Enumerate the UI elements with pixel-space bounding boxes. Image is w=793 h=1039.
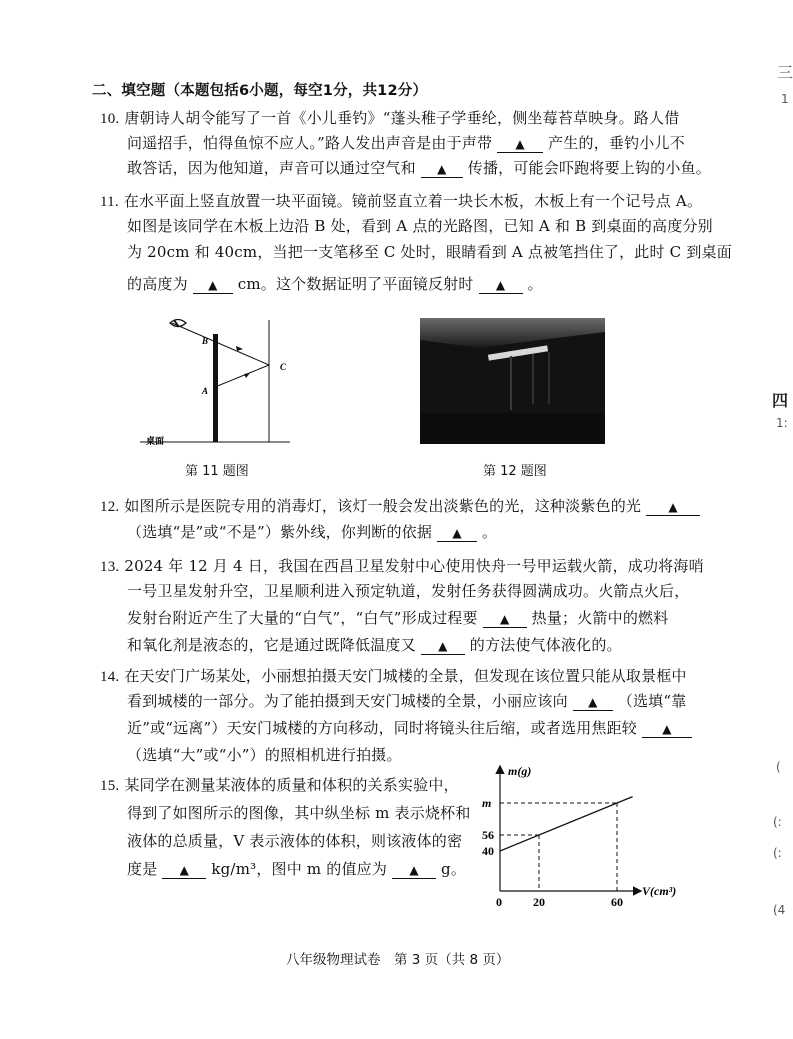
answer-mark-icon: ▲ (179, 863, 190, 877)
q10-line-3 (127, 157, 711, 178)
figure-11-diagram (140, 310, 300, 450)
edge-glyph: (4 (773, 903, 786, 917)
q13-blank-1[interactable] (483, 611, 527, 628)
q12-text-1: 如图所示是医院专用的消毒灯，该灯一般会发出淡紫色的光，这种淡紫色的光 (124, 497, 642, 515)
q11-blank-2[interactable] (479, 277, 523, 294)
q14-line-3 (127, 717, 692, 738)
answer-mark-icon: ▲ (662, 722, 672, 736)
q11-text-1: 在水平面上竖直放置一块平面镜。镜前竖直立着一块长木板，木板上有一个记号点 A。 (123, 192, 703, 210)
q13-text-3a: 发射台附近产生了大量的“白气”，“白气”形成过程要 (127, 609, 478, 627)
q14-line-2 (127, 690, 686, 711)
q12-line-1 (100, 495, 700, 516)
q15-text-1: 某同学在测量某液体的质量和体积的关系实验中， (124, 776, 459, 794)
q11-number: 11. (100, 194, 119, 210)
q14-text-3a: 近”或“远离”）天安门城楼的方向移动，同时将镜头往后缩，或者选用焦距较 (127, 719, 638, 737)
q14-text-2b: （选填“靠 (617, 692, 687, 710)
q14-text-2a: 看到城楼的一部分。为了能拍摄到天安门城楼的全景，小丽应该向 (127, 692, 568, 710)
q13-text-4a: 和氧化剂是液态的，它是通过既降低温度又 (127, 636, 416, 654)
q12-number: 12. (100, 499, 120, 515)
y-tick-label: 56 (482, 828, 494, 842)
edge-glyph: ( (776, 760, 781, 774)
reflected-ray (172, 323, 269, 365)
edge-glyph: 三 (777, 63, 793, 82)
q14-text-1: 在天安门广场某处，小丽想拍摄天安门城楼的全景，但发现在该位置只能从取景框中 (124, 667, 687, 685)
q15-text-4c: g。 (441, 860, 467, 878)
incident-ray (215, 365, 269, 387)
q10-text-3a: 敢答话，因为他知道，声音可以通过空气和 (127, 159, 416, 177)
q10-text-1: 唐朝诗人胡令能写了一首《小儿垂钓》“蓬头稚子学垂纶，侧坐莓苔草映身。路人借 (124, 109, 680, 127)
q10-blank-1[interactable] (497, 136, 543, 153)
q15-line-1 (100, 774, 459, 795)
q13-number: 13. (100, 559, 120, 575)
q14-blank-2[interactable] (642, 721, 692, 738)
y-axis-label: m(g) (508, 764, 532, 778)
q12-text-2a: （选填“是”或“不是”）紫外线，你判断的依据 (127, 523, 433, 541)
answer-mark-icon: ▲ (452, 526, 462, 540)
label-desk: 桌面 (146, 437, 165, 447)
q13-line-2: 一号卫星发射升空，卫星顺利进入预定轨道，发射任务获得圆满成功。火箭点火后， (127, 582, 690, 600)
q10-text-3b: 传播，可能会吓跑将要上钩的小鱼。 (467, 159, 711, 177)
x-axis-label: V(cm³) (642, 884, 677, 898)
label-b: B (202, 336, 209, 346)
q10-number: 10. (100, 111, 120, 127)
mass-volume-chart (470, 755, 710, 915)
q13-line-1 (100, 555, 704, 576)
answer-mark-icon: ▲ (495, 278, 506, 292)
data-line (500, 797, 633, 851)
label-c: C (280, 362, 287, 372)
answer-mark-icon: ▲ (208, 278, 218, 292)
answer-mark-icon: ▲ (438, 639, 448, 653)
q15-line-2: 得到了如图所示的图像，其中纵坐标 m 表示烧杯和 (127, 804, 471, 822)
q15-line-3: 液体的总质量，V 表示液体的体积，则该液体的密 (127, 832, 463, 850)
q12-blank-2[interactable] (437, 525, 477, 542)
q15-blank-2[interactable] (392, 862, 436, 879)
page-footer: 八年级物理试卷 第 3 页（共 8 页） (286, 952, 510, 968)
photo-scene (420, 318, 605, 444)
answer-mark-icon: ▲ (409, 863, 419, 877)
q12-line-2 (127, 521, 497, 542)
q11-line-1 (100, 190, 702, 211)
ray-arrow-icon (244, 373, 250, 378)
answer-mark-icon: ▲ (668, 500, 678, 514)
q11-text-4b: cm。这个数据证明了平面镜反射时 (237, 275, 474, 293)
q15-blank-1[interactable] (162, 862, 206, 879)
q10-blank-2[interactable] (421, 161, 463, 178)
q11-text-4a: 的高度为 (127, 275, 188, 293)
q10-line-2 (127, 132, 685, 153)
q14-blank-1[interactable] (573, 694, 613, 711)
edge-glyph: 1 (781, 92, 789, 106)
q11-line-2: 如图是该同学在木板上边沿 B 处，看到 A 点的光路图，已知 A 和 B 到桌面的高度分别 (127, 217, 713, 235)
q10-text-2a: 问遥招手，怕得鱼惊不应人。”路人发出声音是由于声带 (127, 134, 493, 152)
answer-mark-icon: ▲ (499, 612, 510, 626)
q11-text-4c: 。 (527, 275, 543, 293)
q12-text-2b: 。 (482, 523, 498, 541)
answer-mark-icon: ▲ (588, 695, 598, 709)
q15-text-4b: kg/m³，图中 m 的值应为 (211, 860, 388, 878)
q15-line-4 (127, 858, 466, 879)
q13-text-1: 2024 年 12 月 4 日，我国在西昌卫星发射中心使用快舟一号甲运载火箭，成功将海哨 (124, 557, 704, 575)
q11-line-3: 为 20cm 和 40cm，当把一支笔移至 C 处时，眼睛看到 A 点被笔挡住了，此时 C 到桌面 (127, 243, 732, 261)
q14-number: 14. (100, 669, 120, 685)
q13-line-3 (127, 607, 668, 628)
y-tick-label: 40 (482, 844, 494, 858)
q14-line-4: （选填“大”或“小”）的照相机进行拍摄。 (127, 746, 402, 764)
x-tick-label: 0 (496, 895, 502, 909)
edge-glyph: (: (773, 815, 782, 829)
disinfection-lamp-photo (420, 318, 605, 444)
x-tick-label: 60 (611, 895, 623, 909)
q13-line-4 (127, 634, 622, 655)
q12-blank-1[interactable] (646, 499, 700, 516)
q15-number: 15. (100, 778, 120, 794)
q14-line-1 (100, 665, 687, 686)
edge-glyph: (: (773, 846, 782, 860)
answer-mark-icon: ▲ (515, 137, 525, 151)
q11-line-4 (127, 273, 543, 294)
ray-arrow-icon (236, 346, 243, 351)
label-a: A (202, 386, 209, 396)
q15-text-4a: 度是 (127, 860, 158, 878)
figure-12-caption: 第 12 题图 (483, 464, 547, 479)
q10-line-1 (100, 107, 679, 128)
section-title: 二、填空题（本题包括6小题，每空1分，共12分） (92, 83, 428, 99)
q10-text-2b: 产生的，垂钓小儿不 (548, 134, 685, 152)
y-tick-label: m (482, 796, 492, 810)
figure-11-caption: 第 11 题图 (185, 464, 249, 479)
q13-text-4b: 的方法使气体液化的。 (469, 636, 622, 654)
q11-blank-1[interactable] (193, 277, 233, 294)
wooden-board (213, 334, 218, 442)
edge-glyph: 1: (776, 416, 788, 430)
x-tick-label: 20 (533, 895, 545, 909)
q13-blank-2[interactable] (421, 638, 465, 655)
q13-text-3b: 热量；火箭中的燃料 (531, 609, 669, 627)
edge-glyph: 四 (772, 391, 789, 410)
answer-mark-icon: ▲ (437, 162, 447, 176)
